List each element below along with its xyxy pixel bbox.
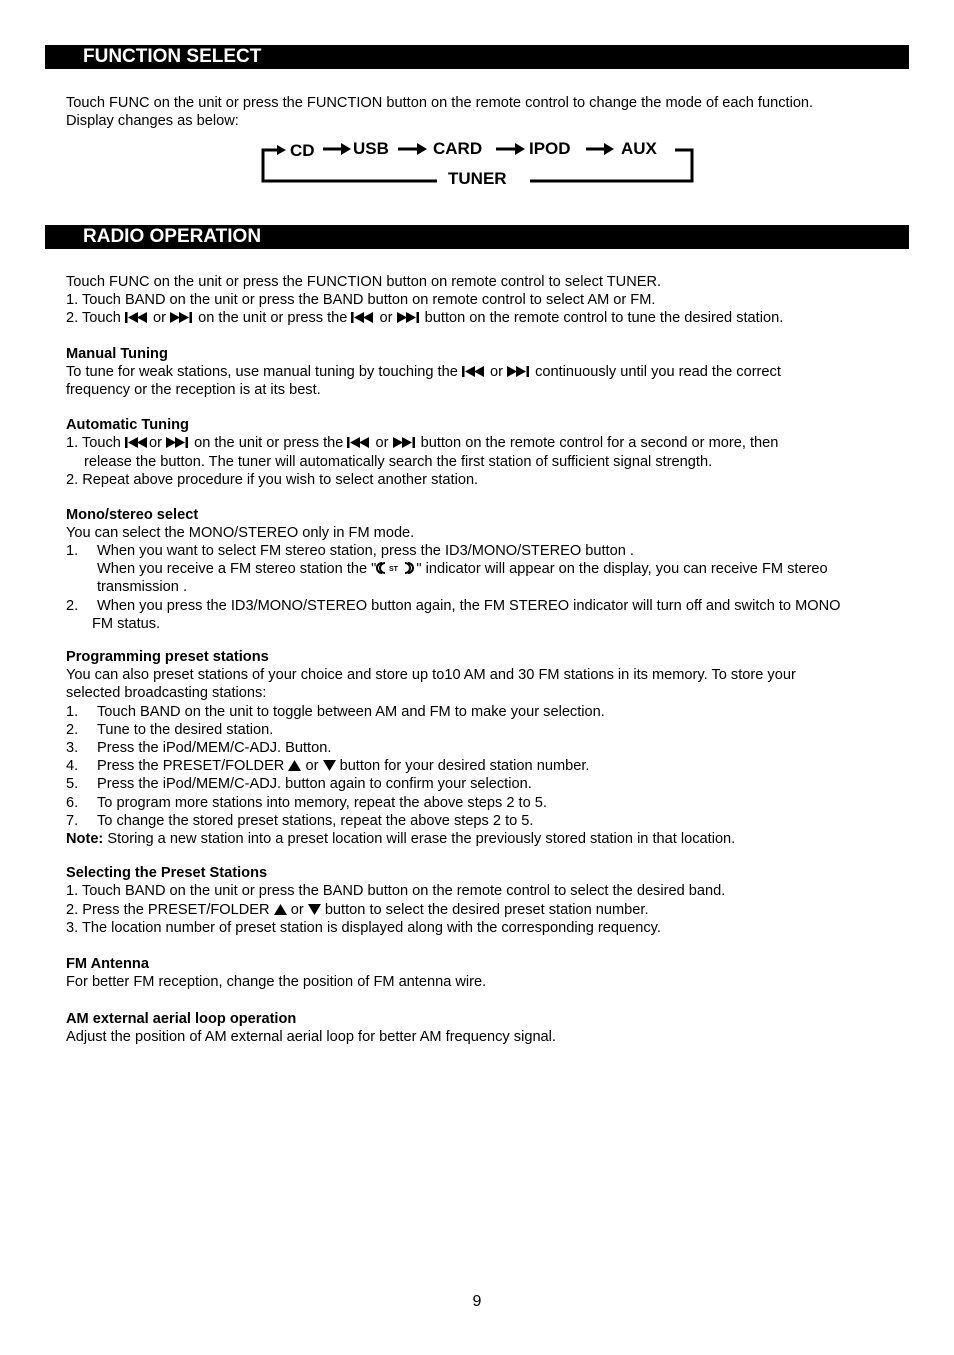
radio-step2-b: on the unit or press the [198, 310, 348, 326]
list-number: 3. [66, 740, 79, 756]
mono-stereo-item1-l2-b: " indicator will appear on the display, you can receive FM stereo [416, 561, 828, 577]
skip-forward-icon [166, 435, 190, 453]
am-loop-text: Adjust the position of AM external aerial loop for better AM frequency signal. [66, 1029, 556, 1045]
arrow-right-icon [398, 143, 427, 155]
skip-forward-icon [507, 364, 531, 382]
skip-forward-icon [393, 435, 417, 453]
mono-stereo-item2-line1 [66, 597, 840, 615]
list-number: 1. [66, 704, 79, 720]
manual-tuning-line1-b: continuously until you read the correct [535, 364, 781, 380]
manual-tuning-heading: Manual Tuning [66, 346, 168, 362]
list-item-or: or [305, 758, 319, 774]
list-item [66, 703, 605, 721]
skip-back-icon [347, 435, 371, 453]
automatic-tuning-l1-a: 1. Touch [66, 435, 121, 451]
mono-stereo-item1-line3: transmission . [97, 579, 188, 595]
list-item-text: To program more stations into memory, repeat the above steps 2 to 5. [97, 795, 547, 811]
automatic-tuning-l1-c: button on the remote control for a second or more, then [420, 435, 779, 451]
selecting-preset-l2-b: button to select the desired preset station number. [324, 902, 649, 918]
selecting-preset-l2-a: 2. Press the PRESET/FOLDER [66, 902, 270, 918]
flow-item-ipod: IPOD [529, 139, 571, 158]
skip-back-icon [125, 435, 149, 453]
mono-stereo-item1-line1 [66, 542, 634, 560]
section-heading-radio-operation: RADIO OPERATION [45, 225, 909, 249]
flow-item-usb: USB [353, 139, 389, 158]
selecting-preset-line1: 1. Touch BAND on the unit or press the BAND button on the remote control to select the desired band. [66, 883, 726, 899]
manual-tuning-line1-or: or [489, 364, 503, 380]
radio-intro: Touch FUNC on the unit or press the FUNCTION button on remote control to select TUNER. [66, 274, 662, 290]
selecting-preset-heading: Selecting the Preset Stations [66, 865, 268, 881]
list-item [66, 739, 331, 757]
list-item-text-b: button for your desired station number. [339, 758, 590, 774]
manual-tuning-line2: frequency or the reception is at its best. [66, 382, 321, 398]
skip-back-icon [125, 310, 149, 328]
radio-step2-c: button on the remote control to tune the desired station. [424, 310, 784, 326]
manual-tuning-line1-a: To tune for weak stations, use manual tuning by touching the [66, 364, 458, 380]
list-item [66, 812, 533, 830]
note-label: Note: [66, 831, 104, 847]
automatic-tuning-l1-or2: or [375, 435, 389, 451]
automatic-tuning-line3: 2. Repeat above procedure if you wish to select another station. [66, 472, 479, 488]
automatic-tuning-l1-b: on the unit or press the [194, 435, 344, 451]
fm-antenna-text: For better FM reception, change the position of FM antenna wire. [66, 974, 487, 990]
list-item-text: Touch BAND on the unit to toggle between AM and FM to make your selection. [97, 704, 605, 720]
list-item-text: To change the stored preset stations, repeat the above steps 2 to 5. [97, 813, 534, 829]
flow-item-card: CARD [433, 139, 483, 158]
section-heading-function-select: FUNCTION SELECT [45, 45, 909, 69]
fm-antenna-heading: FM Antenna [66, 956, 149, 972]
flow-item-tuner: TUNER [448, 169, 507, 188]
function-select-intro-line1: Touch FUNC on the unit or press the FUNCTION button on the remote control to change the mode of each function. [66, 95, 814, 111]
skip-forward-icon [170, 310, 194, 328]
programming-note [66, 830, 735, 848]
down-triangle-icon [323, 758, 336, 776]
down-triangle-icon [308, 902, 321, 920]
list-item-text: Tune to the desired station. [97, 722, 274, 738]
flow-start-arrowhead [277, 145, 286, 155]
skip-back-icon [462, 364, 486, 382]
svg-text:ST: ST [389, 566, 399, 573]
mono-stereo-item2-line2: FM status. [92, 616, 161, 632]
mono-stereo-item1-text: When you want to select FM stereo station, press the ID3/MONO/STEREO button . [97, 543, 634, 559]
arrow-right-icon [496, 143, 525, 155]
selecting-preset-line2 [66, 901, 649, 920]
mono-stereo-item1-l2-a: When you receive a FM stereo station the " [97, 561, 377, 577]
radio-step2-a: 2. Touch [66, 310, 121, 326]
automatic-tuning-l1-or1: or [148, 435, 162, 451]
list-number: 1. [66, 543, 79, 559]
list-item-text-a: Press the PRESET/FOLDER [97, 758, 285, 774]
radio-step1: 1. Touch BAND on the unit or press the BAND button on remote control to select AM or FM. [66, 292, 656, 308]
page-number: 9 [472, 1293, 482, 1310]
programming-intro-line1: You can also preset stations of your choice and store up to10 AM and 30 FM stations in its memory. To store your [66, 667, 796, 683]
up-triangle-icon [274, 902, 287, 920]
list-number: 2. [66, 722, 79, 738]
function-select-intro-line2: Display changes as below: [66, 113, 239, 129]
list-item [66, 721, 273, 739]
stereo-indicator-icon [376, 561, 416, 579]
skip-back-icon [351, 310, 375, 328]
list-number: 5. [66, 776, 79, 792]
list-item [66, 775, 532, 793]
programming-intro-line2: selected broadcasting stations: [66, 685, 267, 701]
arrow-right-icon [323, 143, 351, 155]
mono-stereo-item1-line2 [97, 560, 828, 579]
arrow-right-icon [586, 143, 614, 155]
mono-stereo-item2-text: When you press the ID3/MONO/STEREO button again, the FM STEREO indicator will turn off and switch to MONO [97, 598, 841, 614]
mono-stereo-intro: You can select the MONO/STEREO only in FM mode. [66, 525, 415, 541]
list-number: 4. [66, 758, 79, 774]
radio-step2-or2: or [379, 310, 393, 326]
automatic-tuning-line2: release the button. The tuner will automatically search the first station of sufficient signal strength. [84, 454, 713, 470]
radio-step2 [66, 309, 783, 328]
list-number: 2. [66, 598, 79, 614]
radio-step2-or1: or [153, 310, 167, 326]
list-number: 6. [66, 795, 79, 811]
selecting-preset-line3: 3. The location number of preset station is displayed along with the corresponding requency. [66, 920, 661, 936]
list-item-text: Press the iPod/MEM/C-ADJ. button again to confirm your selection. [97, 776, 532, 792]
flow-item-cd: CD [290, 141, 315, 160]
automatic-tuning-line1 [66, 434, 778, 453]
flow-item-aux: AUX [621, 139, 657, 158]
mono-stereo-heading: Mono/stereo select [66, 507, 199, 523]
list-number: 7. [66, 813, 79, 829]
list-item [66, 757, 589, 776]
programming-heading: Programming preset stations [66, 649, 269, 665]
list-item [66, 794, 547, 812]
skip-forward-icon [397, 310, 421, 328]
list-item-text: Press the iPod/MEM/C-ADJ. Button. [97, 740, 332, 756]
selecting-preset-l2-or: or [290, 902, 304, 918]
up-triangle-icon [288, 758, 301, 776]
am-loop-heading: AM external aerial loop operation [66, 1011, 297, 1027]
note-text: Storing a new station into a preset location will erase the previously stored station in that location. [103, 831, 736, 847]
manual-tuning-line1 [66, 363, 781, 382]
automatic-tuning-heading: Automatic Tuning [66, 417, 189, 433]
